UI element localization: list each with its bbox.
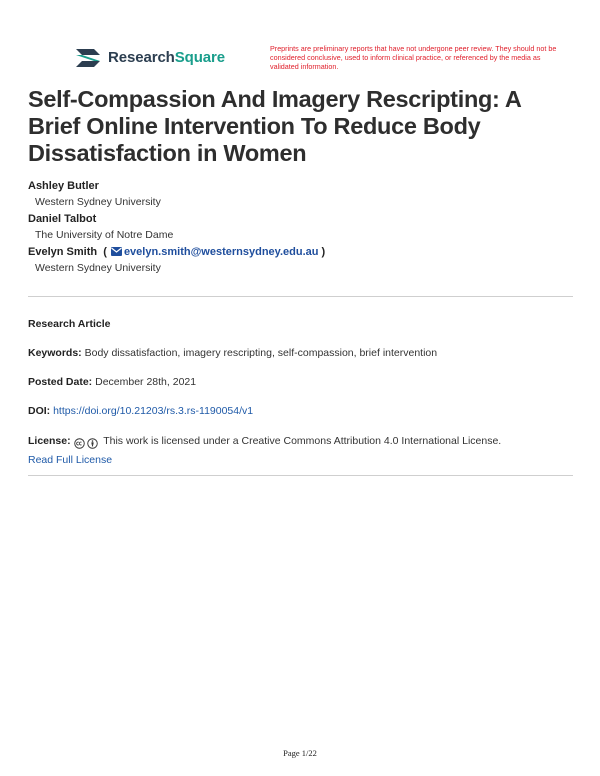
creative-commons-icon [74,438,85,449]
keywords-row [28,346,573,360]
doi-label: DOI: [28,405,51,417]
envelope-icon [111,247,122,256]
author-email-link[interactable] [110,246,322,258]
cc-icons [74,435,99,452]
posted-date-label: Posted Date: [28,376,93,388]
doi-row [28,404,573,418]
paper-title: Self-Compassion And Imagery Rescripting: A Brief Online Intervention To Reduce Body Dissatisfaction in Women [28,86,521,166]
author-name: Ashley Butler [28,180,99,192]
brand-name [108,49,225,67]
research-square-logo-icon [74,46,102,70]
author-entry [28,179,573,210]
author-list [28,179,573,278]
divider-top [28,296,573,297]
posted-date-value: December 28th, 2021 [95,376,197,388]
author-affiliation: The University of Notre Dame [35,229,174,241]
keywords-value: Body dissatisfaction, imagery rescripting, self-compassion, brief intervention [84,347,438,359]
attribution-icon [87,438,98,449]
license-row [28,433,573,469]
email-open-paren: ( [100,246,107,258]
author-affiliation: Western Sydney University [35,196,161,208]
author-email: evelyn.smith@westernsydney.edu.au [123,246,319,258]
read-full-license-link[interactable]: Read Full License [28,454,113,466]
author-entry [28,245,573,276]
author-name: Daniel Talbot [28,213,97,225]
keywords-label: Keywords: [28,347,82,359]
doi-link[interactable]: https://doi.org/10.21203/rs.3.rs-1190054/v1 [53,405,254,417]
divider-bottom [28,475,573,476]
license-label: License: [28,435,71,447]
brand-square: Square [174,49,226,66]
page-number: Page 1/22 [283,748,317,758]
email-close-paren: ) [321,246,326,258]
author-name-with-email [28,245,573,260]
license-text: This work is licensed under a Creative Commons Attribution 4.0 International License. [103,435,502,447]
author-name: Evelyn Smith [28,246,98,258]
article-type: Research Article [28,318,111,330]
author-affiliation: Western Sydney University [35,262,161,274]
preprint-disclaimer: Preprints are preliminary reports that have not undergone peer review. They should not be considered conclusive, used to inform clinical practice, or referenced by the media as validated information. [270,44,557,71]
brand-research: Research [108,49,175,66]
research-square-logo[interactable] [74,46,225,70]
posted-date-row [28,375,573,389]
author-entry [28,212,573,243]
